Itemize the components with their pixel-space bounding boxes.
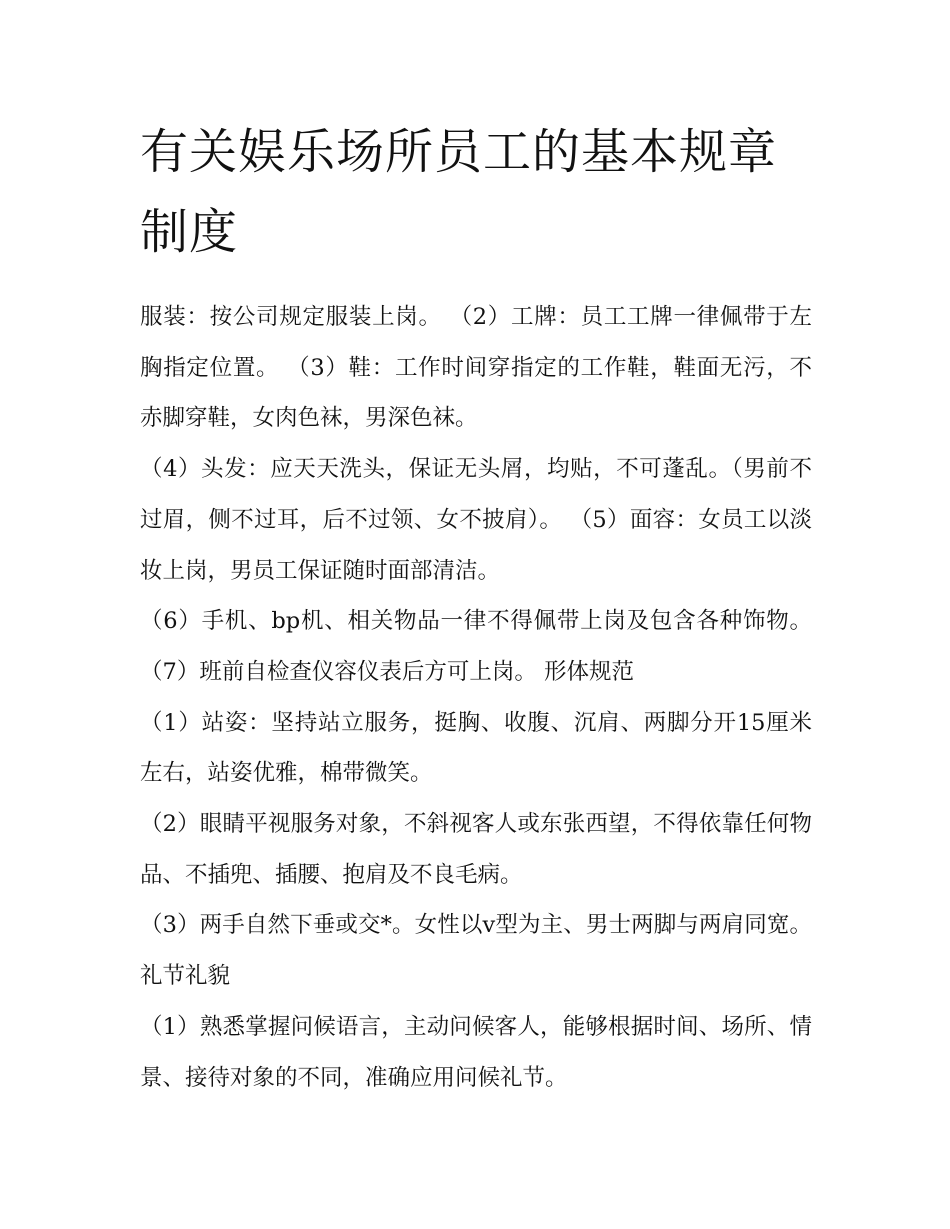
paragraph-hands: （3）两手自然下垂或交*。女性以v型为主、男士两脚与两肩同宽。 礼节礼貌 bbox=[140, 912, 812, 990]
paragraph-phone-selfcheck: （6）手机、bp机、相关物品一律不得佩带上岗及包含各种饰物。 （7）班前自检查仪容仪表后方可上岗。 形体规范 bbox=[140, 608, 812, 685]
paragraph-dress-code: 服装：按公司规定服装上岗。 （2）工牌：员工工牌一律佩带于左胸指定位置。 （3）鞋：工作时间穿指定的工作鞋，鞋面无污，不赤脚穿鞋，女肉色袜，男深色袜。 bbox=[140, 304, 812, 432]
document-title: 有关娱乐场所员工的基本规章制度 bbox=[140, 124, 778, 260]
paragraph-hair-face: （4）头发：应天天洗头，保证无头屑，均贴，不可蓬乱。（男前不过眉，侧不过耳，后不过领、女不披肩）。 （5）面容：女员工以淡妆上岗，男员工保证随时面部清洁。 bbox=[140, 456, 812, 584]
document-body bbox=[140, 292, 812, 1103]
paragraph-standing-posture: （1）站姿：坚持站立服务，挺胸、收腹、沉肩、两脚分开15厘米左右，站姿优雅，棉带微笑。 bbox=[140, 709, 812, 787]
paragraph-greeting: （1）熟悉掌握问候语言，主动问候客人，能够根据时间、场所、情景、接待对象的不同，准确应用问候礼节。 bbox=[140, 1013, 812, 1091]
document-page bbox=[140, 112, 812, 1103]
paragraph-eyes: （2）眼睛平视服务对象，不斜视客人或东张西望，不得依靠任何物品、不插兜、插腰、抱肩及不良毛病。 bbox=[140, 811, 812, 888]
